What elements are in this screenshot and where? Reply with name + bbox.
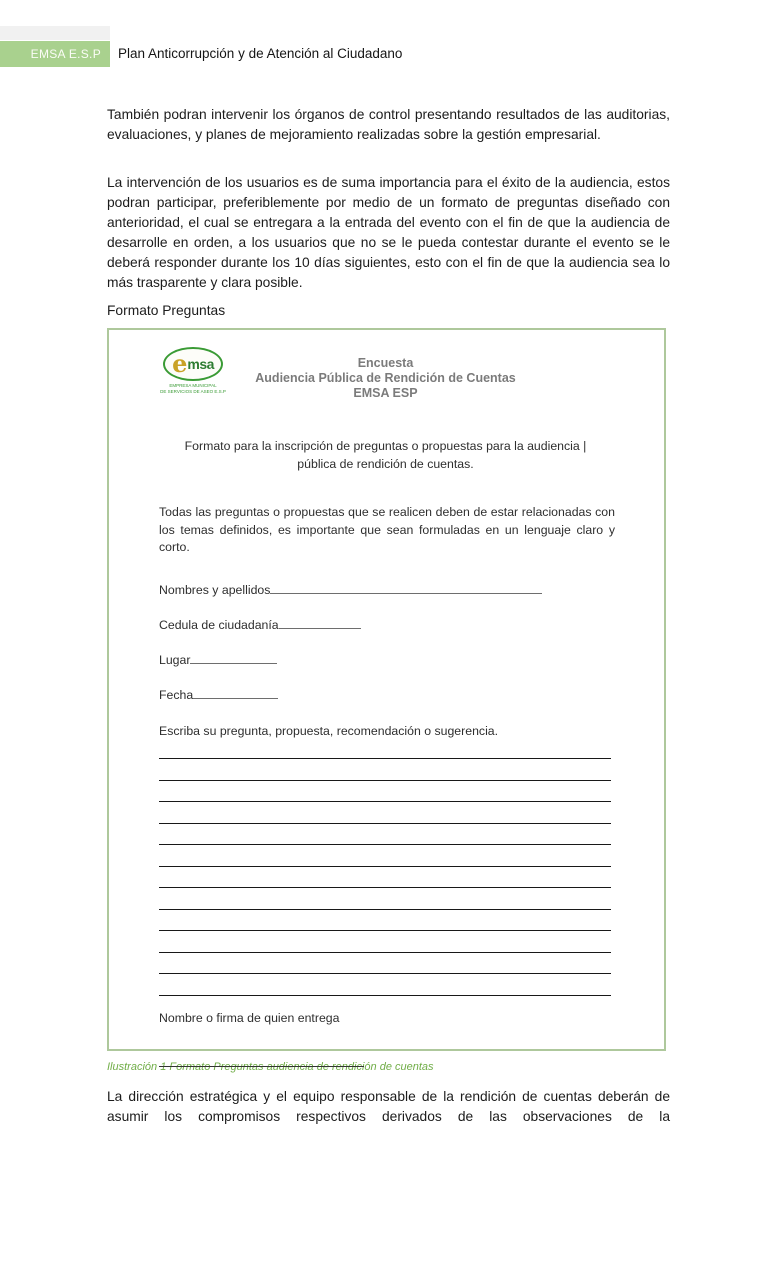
form-field-blank-line <box>279 616 361 629</box>
form-title-line2: Audiencia Pública de Rendición de Cuentas <box>255 371 516 385</box>
form-field-label: Nombres y apellidos <box>159 582 271 597</box>
form-field-row <box>159 651 612 668</box>
answer-rule-line <box>159 781 611 803</box>
logo-letter-e: e <box>172 349 188 378</box>
answer-rule-line <box>159 931 611 953</box>
signature-line <box>159 1065 364 1067</box>
answer-rule-line <box>159 759 611 781</box>
form-prompt: Escriba su pregunta, propuesta, recomendación o sugerencia. <box>159 723 499 738</box>
form-field-label: Fecha <box>159 687 194 702</box>
answer-rule-line <box>159 824 611 846</box>
answer-rule-line <box>159 974 611 996</box>
logo-subtext <box>159 383 227 394</box>
paragraph: La intervención de los usuarios es de suma importancia para el éxito de la audiencia, estos podran participar, preferiblemente por medio de un formato de preguntas diseñado con anterioridad, el cual se entregara a la entrada del evento con el fin de que la audiencia de desarrolle en orden, a los usuarios que no se le pueda contestar durante el evento se le deberá responder durante los 10 días siguientes, esto con el fin de que la audiencia sea lo más trasparente y clara posible. <box>107 175 670 290</box>
form-field-row <box>159 686 612 703</box>
logo-subtext-line2: DE SERVICIOS DE ASEO E.S.P <box>160 388 226 394</box>
emsa-logo <box>159 347 227 394</box>
header-title: Plan Anticorrupción y de Atención al Ciudadano <box>118 46 403 61</box>
form-instructions: Todas las preguntas o propuestas que se realicen deben de estar relacionadas con los temas definidos, es importante que sean formuladas en un lenguaje claro y corto. <box>159 505 615 554</box>
form-title-line3: EMSA ESP <box>353 386 418 400</box>
paragraph: La dirección estratégica y el equipo responsable de la rendición de cuentas deberán de asumir los compromisos respectivos derivados de las observaciones de la <box>107 1089 670 1124</box>
signature-label: Nombre o firma de quien entrega <box>159 1010 340 1025</box>
answer-rule-line <box>159 910 611 932</box>
form-fields <box>159 581 612 703</box>
page-content <box>107 105 670 1141</box>
form-intro-line2: pública de rendición de cuentas. <box>297 457 474 471</box>
answer-rule-line <box>159 953 611 975</box>
form-illustration <box>107 328 666 1051</box>
answer-rule-line <box>159 802 611 824</box>
logo-subtext-line1: EMPRESA MUNICIPAL <box>169 383 217 388</box>
header-badge: EMSA E.S.P <box>0 41 110 67</box>
answer-rule-line <box>159 867 611 889</box>
answer-rule-line <box>159 738 611 760</box>
paragraph: También podran intervenir los órganos de control presentando resultados de las auditorias, evaluaciones, y planes de mejoramiento realizadas sobre la gestión empresarial. <box>107 107 670 142</box>
form-field-row <box>159 581 612 598</box>
answer-rule-line <box>159 888 611 910</box>
form-title-line1: Encuesta <box>357 356 414 370</box>
form-intro <box>159 437 612 473</box>
answer-lines <box>159 738 611 996</box>
form-field-blank-line <box>193 686 278 699</box>
form-field-blank-line <box>190 651 277 664</box>
form-field-label: Lugar <box>159 652 191 667</box>
form-intro-line1: Formato para la inscripción de preguntas o propuestas para la audiencia | <box>184 439 587 453</box>
form-field-row <box>159 616 612 633</box>
logo-letters-msa: msa <box>187 356 214 372</box>
illustration-caption: Ilustración 1 Formato Preguntas audiencia de rendición de cuentas <box>107 1061 434 1073</box>
emsa-logo-ellipse <box>163 347 223 381</box>
header-gray-strip <box>0 26 110 40</box>
section-heading: Formato Preguntas <box>107 303 226 318</box>
answer-rule-line <box>159 845 611 867</box>
form-field-blank-line <box>270 581 542 594</box>
form-field-label: Cedula de ciudadanía <box>159 617 279 632</box>
